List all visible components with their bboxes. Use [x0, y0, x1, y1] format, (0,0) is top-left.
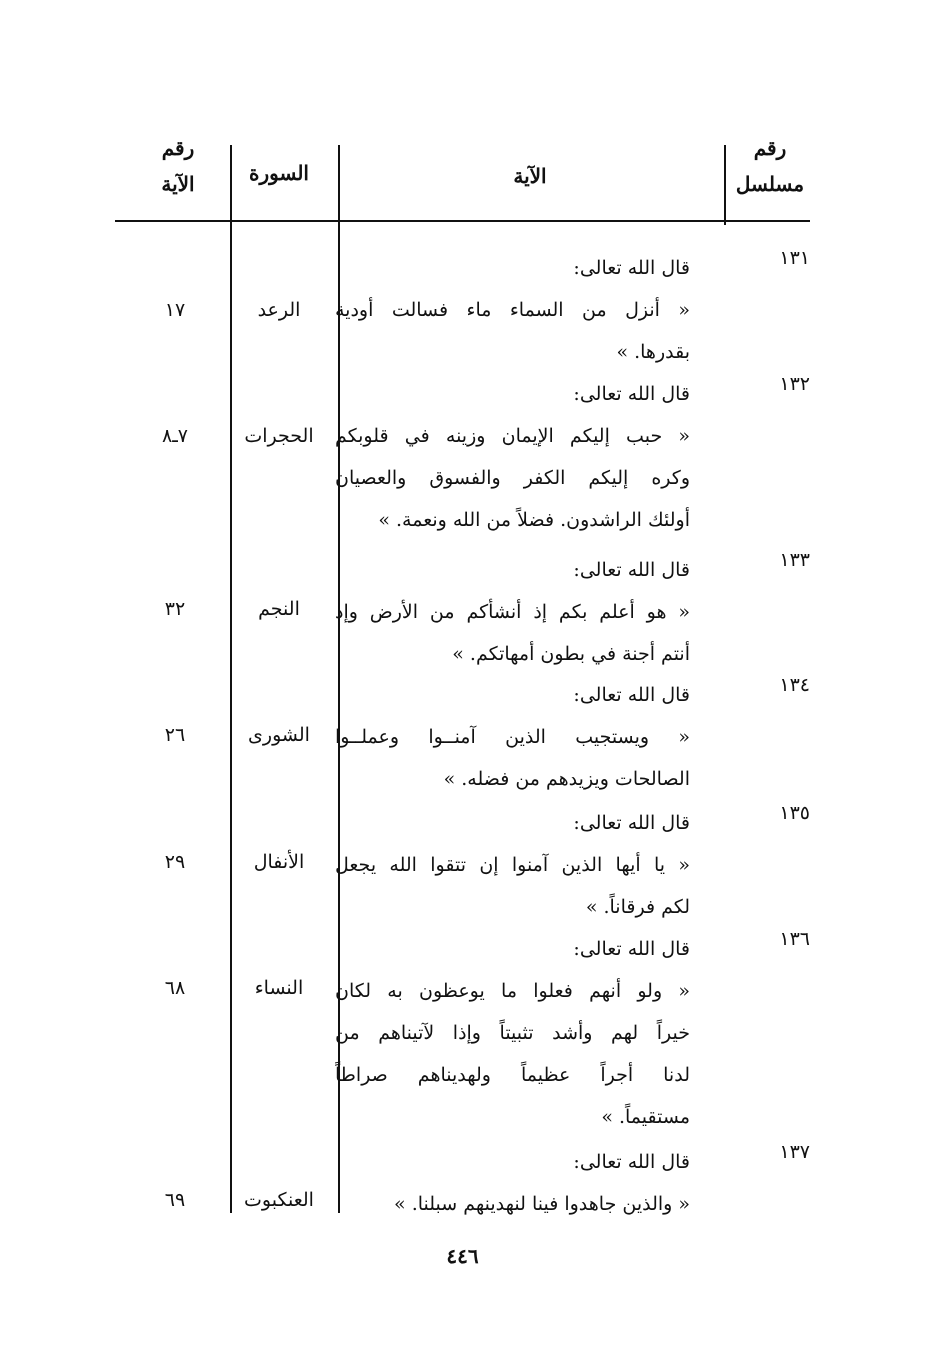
entry-serial: ١٣٦ [779, 928, 810, 950]
verse-intro: قال الله تعالى: [573, 812, 690, 834]
entry-verse [335, 1141, 690, 1225]
entry-verse [335, 928, 690, 1138]
entry-serial: ١٣١ [779, 247, 810, 269]
verse-line: أنتم أجنة في بطون أمهاتكم. » [452, 643, 690, 665]
entry-verse [335, 802, 690, 928]
entry-verse [335, 549, 690, 675]
entry-surah: العنكبوت [244, 1189, 314, 1211]
entry-surah: الحجرات [244, 425, 314, 447]
verse-intro: قال الله تعالى: [573, 938, 690, 960]
verse-line: لدنا أجراً عظيماً ولهديناهم صراطاً [335, 1064, 690, 1086]
header-surah [231, 155, 327, 191]
verse-intro: قال الله تعالى: [573, 559, 690, 581]
entry-surah: الأنفال [253, 851, 305, 873]
entry-serial: ١٣٢ [779, 373, 810, 395]
entry-ayah: ١٧ [164, 299, 186, 321]
verse-intro: قال الله تعالى: [573, 684, 690, 706]
entry-ayah: ٦٨ [164, 977, 186, 999]
verse-line: « يا أيها الذين آمنوا إن تتقوا الله يجعل [335, 854, 690, 876]
verse-line: « ويستجيب الذين آمنــوا وعملــوا [335, 726, 690, 748]
entry-verse [335, 247, 690, 373]
entry-surah: الشورى [248, 724, 310, 746]
verse-line: بقدرها. » [616, 341, 690, 363]
verse-line: « أنزل من السماء ماء فسالت أودية [335, 299, 690, 321]
verse-line: مستقيماً. » [601, 1106, 690, 1128]
header-verse [345, 158, 715, 194]
entry-surah: النجم [258, 598, 300, 620]
header-rule [115, 220, 810, 222]
entry-verse [335, 373, 690, 541]
verse-line: « ولو أنهم فعلوا ما يوعظون به لكان [335, 980, 690, 1002]
entry-ayah: ٣٢ [164, 598, 186, 620]
verse-line: لكم فرقاناً. » [585, 896, 690, 918]
verse-intro: قال الله تعالى: [573, 257, 690, 279]
verse-line: وكره إليكم الكفر والفسوق والعصيان [335, 467, 690, 489]
entry-surah: النساء [254, 977, 304, 999]
entry-serial: ١٣٣ [779, 549, 810, 571]
header-verse-label: الآية [513, 164, 547, 188]
entry-ayah: ٢٦ [164, 724, 186, 746]
verse-line: أولئك الراشدون. فضلاً من الله ونعمة. » [378, 509, 690, 531]
header-surah-label: السورة [249, 161, 309, 185]
header-serial-line2: مسلسل [735, 172, 805, 196]
entry-serial: ١٣٧ [779, 1141, 810, 1163]
column-rule-surah [230, 145, 232, 1213]
entry-ayah: ٢٩ [164, 851, 186, 873]
page-number: ٤٤٦ [446, 1244, 479, 1268]
verse-line: « حبب إليكم الإيمان وزينه في قلوبكم [335, 425, 690, 447]
verse-line: « والذين جاهدوا فينا لنهدينهم سبلنا. » [394, 1193, 690, 1215]
verse-intro: قال الله تعالى: [573, 383, 690, 405]
verse-line: الصالحات ويزيدهم من فضله. » [443, 768, 690, 790]
header-ayah-line1: رقم [161, 136, 195, 160]
verse-line: « هو أعلم بكم إذ أنشأكم من الأرض وإذ [335, 601, 690, 623]
entry-serial: ١٣٤ [779, 674, 810, 696]
header-ayah [143, 130, 213, 202]
entry-surah: الرعد [257, 299, 301, 321]
entry-ayah: ٦٩ [164, 1189, 186, 1211]
entry-verse [335, 674, 690, 800]
header-serial [725, 130, 815, 202]
verse-line: خيراً لهم وأشد تثبيتاً وإذا لآتيناهم من [335, 1022, 690, 1044]
header-serial-line1: رقم [753, 136, 787, 160]
header-ayah-line2: الآية [161, 172, 195, 196]
entry-serial: ١٣٥ [779, 802, 810, 824]
entry-ayah: ٧ـ٨ [161, 425, 188, 447]
verse-intro: قال الله تعالى: [573, 1151, 690, 1173]
